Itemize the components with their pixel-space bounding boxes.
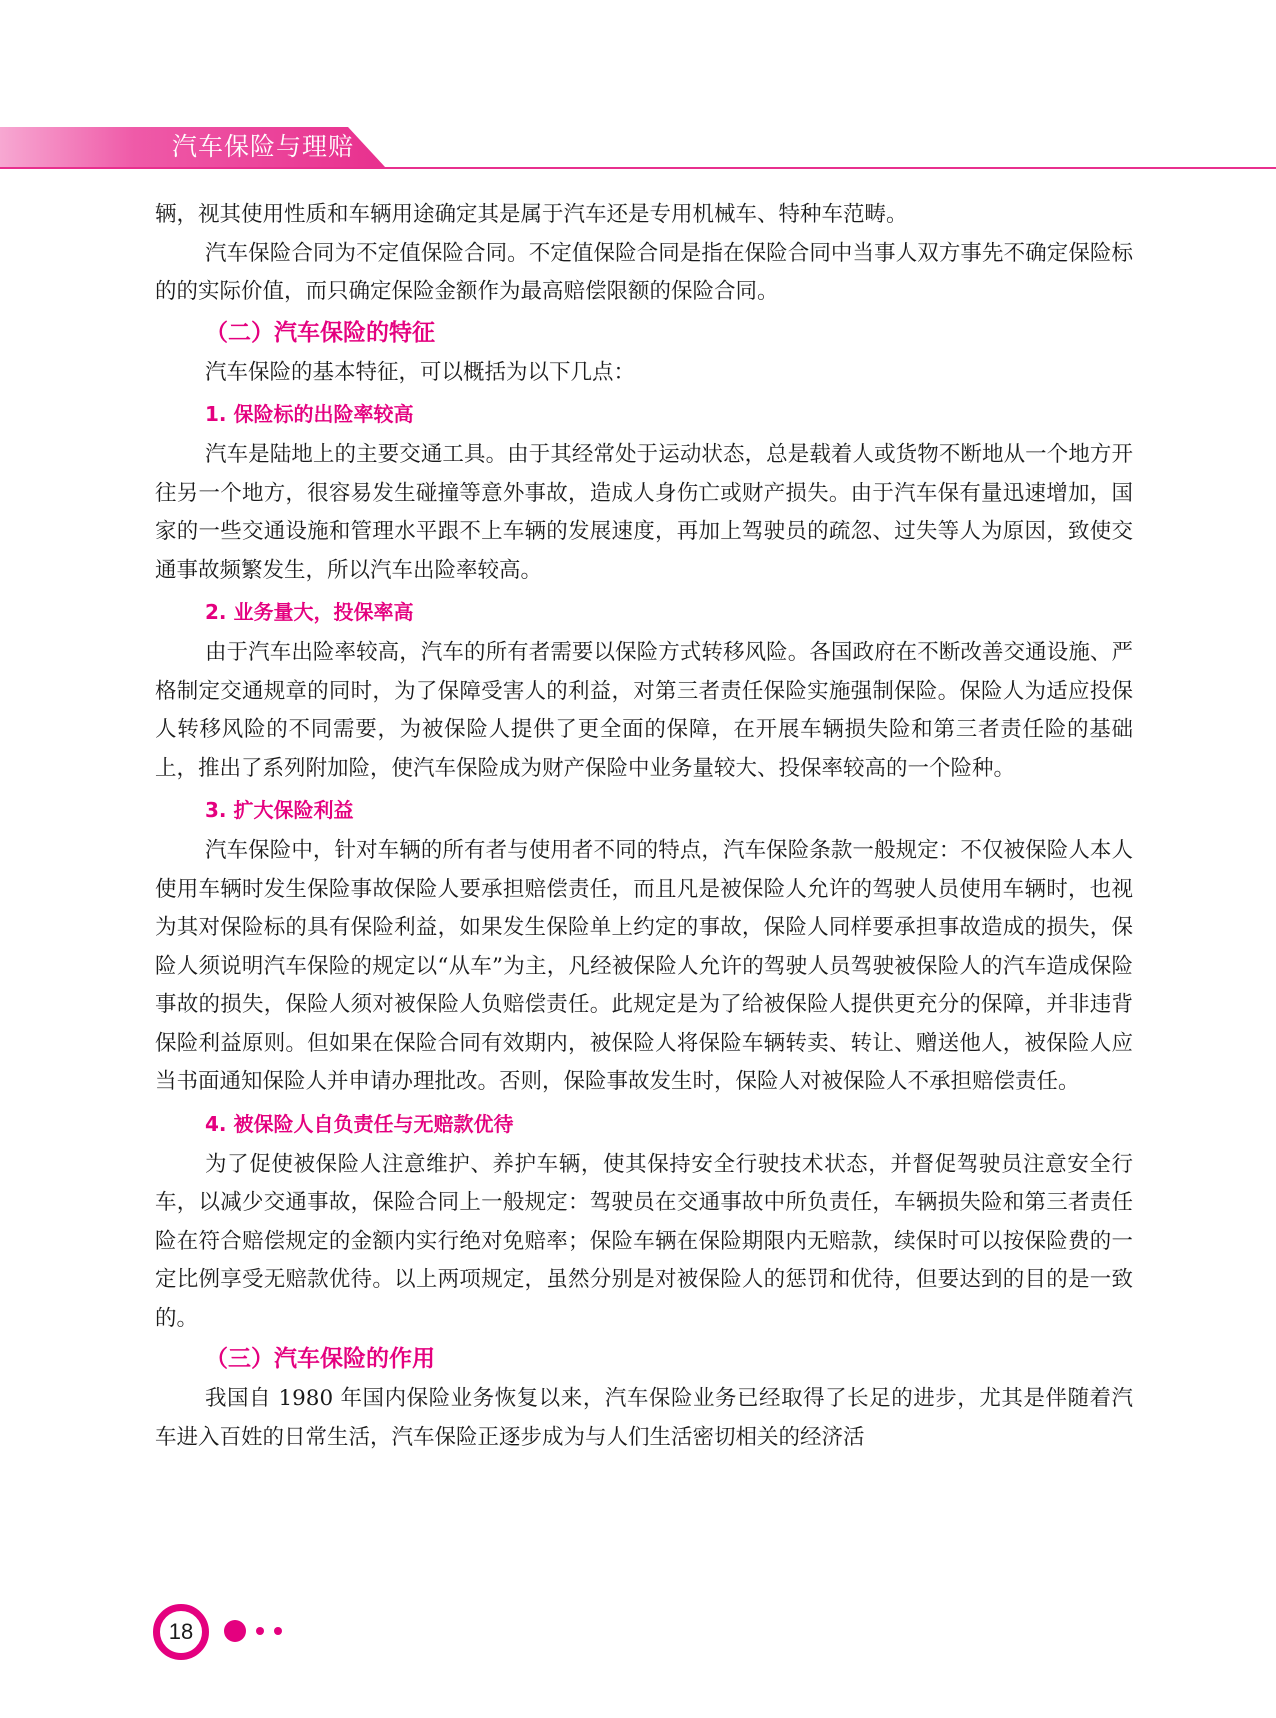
running-header-title: 汽车保险与理赔: [172, 132, 355, 161]
page-number: 18: [168, 1619, 194, 1644]
paragraph: 为了促使被保险人注意维护、养护车辆，使其保持安全行驶技术状态，并督促驾驶员注意安全行车，以减少交通事故，保险合同上一般规定：驾驶员在交通事故中所负责任，车辆损失险和第三者责任险在符合赔偿规定的金额内实行绝对免赔率；保险车辆在保险期限内无赔款，续保时可以按保险费的一定比例享受无赔款优待。以上两项规定，虽然分别是对被保险人的惩罚和优待，但要达到的目的是一致的。: [155, 1151, 1133, 1331]
subsection-heading: 2. 业务量大，投保率高: [205, 600, 414, 624]
paragraph: 辆，视其使用性质和车辆用途确定其是属于汽车还是专用机械车、特种车范畴。: [155, 202, 908, 227]
paragraph: 我国自 1980 年国内保险业务恢复以来，汽车保险业务已经取得了长足的进步，尤其是伴随着汽车进入百姓的日常生活，汽车保险正逐步成为与人们生活密切相关的经济活: [155, 1386, 1133, 1450]
decorative-dot: [274, 1627, 282, 1635]
paragraph: 汽车保险合同为不定值保险合同。不定值保险合同是指在保险合同中当事人双方事先不确定保险标的的实际价值，而只确定保险金额作为最高赔偿限额的保险合同。: [155, 240, 1133, 304]
header-rule: [0, 167, 1276, 169]
paragraph: 由于汽车出险率较高，汽车的所有者需要以保险方式转移风险。各国政府在不断改善交通设施、严格制定交通规章的同时，为了保障受害人的利益，对第三者责任保险实施强制保险。保险人为适应投保人转移风险的不同需要，为被保险人提供了更全面的保障，在开展车辆损失险和第三者责任险的基础上，推出了系列附加险，使汽车保险成为财产保险中业务量较大、投保率较高的一个险种。: [155, 640, 1133, 781]
section-heading: （三）汽车保险的作用: [205, 1345, 435, 1372]
section-heading: （二）汽车保险的特征: [205, 318, 435, 346]
decorative-dot: [224, 1620, 246, 1642]
paragraph: 汽车是陆地上的主要交通工具。由于其经常处于运动状态，总是载着人或货物不断地从一个地方开往另一个地方，很容易发生碰撞等意外事故，造成人身伤亡或财产损失。由于汽车保有量迅速增加，国家的一些交通设施和管理水平跟不上车辆的发展速度，再加上驾驶员的疏忽、过失等人为原因，致使交通事故频繁发生，所以汽车出险率较高。: [155, 442, 1133, 583]
decorative-dot: [256, 1627, 264, 1635]
subsection-heading: 1. 保险标的出险率较高: [205, 402, 414, 426]
page-body: [155, 196, 1133, 1457]
page-number-badge: [153, 1604, 209, 1660]
paragraph: 汽车保险中，针对车辆的所有者与使用者不同的特点，汽车保险条款一般规定：不仅被保险人本人使用车辆时发生保险事故保险人要承担赔偿责任，而且凡是被保险人允许的驾驶人员使用车辆时，也视为其对保险标的具有保险利益，如果发生保险单上约定的事故，保险人同样要承担事故造成的损失，保险人须说明汽车保险的规定以“从车”为主，凡经被保险人允许的驾驶人员驾驶被保险人的汽车造成保险事故的损失，保险人须对被保险人负赔偿责任。此规定是为了给被保险人提供更充分的保障，并非违背保险利益原则。但如果在保险合同有效期内，被保险人将保险车辆转卖、转让、赠送他人，被保险人应当书面通知保险人并申请办理批改。否则，保险事故发生时，保险人对被保险人不承担赔偿责任。: [155, 838, 1133, 1094]
paragraph: 汽车保险的基本特征，可以概括为以下几点：: [205, 359, 636, 385]
subsection-heading: 4. 被保险人自负责任与无赔款优待: [205, 1111, 514, 1136]
subsection-heading: 3. 扩大保险利益: [205, 798, 354, 822]
